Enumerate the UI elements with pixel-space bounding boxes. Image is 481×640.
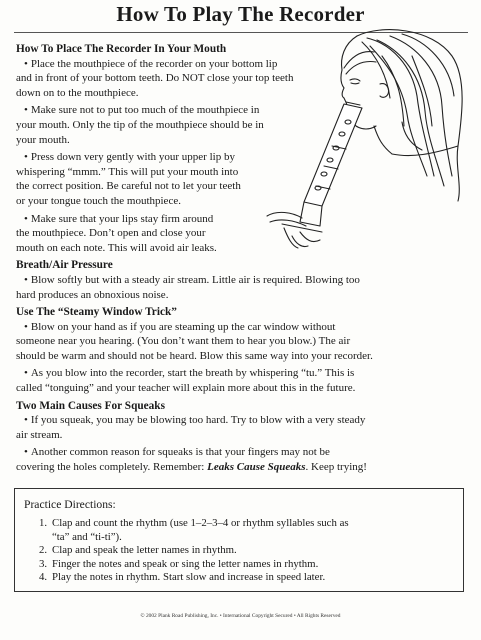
item-number: 4. bbox=[39, 571, 48, 584]
text-line: down on to the mouthpiece. bbox=[16, 86, 139, 99]
section-breath bbox=[16, 258, 468, 302]
text-line: . Keep trying! bbox=[305, 461, 367, 474]
text-line: Make sure not to put too much of the mouthpiece in bbox=[30, 104, 260, 117]
practice-title: Practice Directions: bbox=[24, 498, 116, 511]
paragraph bbox=[16, 366, 468, 395]
text-line: Another common reason for squeaks is that your fingers may not be bbox=[30, 446, 330, 459]
text-line: Press down very gently with your upper lip by bbox=[30, 151, 235, 164]
practice-item bbox=[39, 571, 439, 585]
text-line: If you squeak, you may be blowing too hard. Try to blow with a very steady bbox=[30, 414, 366, 427]
paragraph bbox=[16, 103, 468, 147]
bullet: • bbox=[24, 151, 28, 164]
item-text: Finger the notes and speak or sing the letter names in rhythm. bbox=[52, 557, 319, 570]
practice-item bbox=[39, 544, 439, 558]
text-line: Place the mouthpiece of the recorder on your bottom lip bbox=[30, 57, 278, 70]
section-heading: Use The “Steamy Window Trick” bbox=[16, 306, 177, 319]
text-line: Blow softly but with a steady air stream. Little air is required. Blowing too bbox=[30, 273, 360, 286]
paragraph bbox=[16, 445, 468, 474]
text-line: the correct position. Be careful not to let your teeth bbox=[16, 180, 241, 193]
bullet: • bbox=[24, 212, 28, 225]
text-line: As you blow into the recorder, start the breath by whispering “tu.” This is bbox=[30, 367, 355, 380]
paragraph bbox=[16, 57, 468, 101]
section-steamy-window bbox=[16, 305, 468, 396]
practice-item bbox=[39, 517, 439, 544]
text-line: or your tongue touch the mouthpiece. bbox=[16, 194, 181, 207]
section-heading: Two Main Causes For Squeaks bbox=[16, 399, 165, 412]
practice-directions-box bbox=[14, 488, 464, 592]
bullet: • bbox=[24, 414, 28, 427]
practice-item bbox=[39, 558, 439, 572]
text-line: your mouth. bbox=[16, 133, 70, 146]
text-line: Make sure that your lips stay firm around bbox=[30, 212, 214, 225]
text-line: your mouth. Only the tip of the mouthpiece should be in bbox=[16, 118, 264, 131]
item-text-continued: “ta” and “ti-ti”). bbox=[52, 530, 122, 543]
bullet: • bbox=[24, 367, 28, 380]
paragraph bbox=[16, 212, 468, 256]
section-squeaks bbox=[16, 399, 468, 475]
section-heading: How To Place The Recorder In Your Mouth bbox=[16, 43, 227, 55]
text-line: called “tonguing” and your teacher will explain more about this in the future. bbox=[16, 382, 356, 395]
bullet: • bbox=[24, 57, 28, 70]
paragraph bbox=[16, 413, 468, 442]
text-line: should be warm and should not be heard. Blow this same way into your recorder. bbox=[16, 349, 373, 362]
text-line: Blow on your hand as if you are steaming up the car window without bbox=[30, 320, 336, 333]
text-line: mouth on each note. This will avoid air leaks. bbox=[16, 241, 217, 254]
item-number: 2. bbox=[39, 544, 48, 557]
bullet: • bbox=[24, 273, 28, 286]
bullet: • bbox=[24, 320, 28, 333]
page-title: How To Play The Recorder bbox=[116, 2, 365, 26]
emphasis-text: Leaks Cause Squeaks bbox=[207, 461, 306, 474]
paragraph bbox=[16, 320, 468, 364]
text-line: covering the holes completely. Remember: bbox=[16, 461, 208, 474]
bullet: • bbox=[24, 446, 28, 459]
item-number: 3. bbox=[39, 557, 48, 570]
text-line: air stream. bbox=[16, 428, 63, 441]
text-line: whispering “mmm.” This will put your mouth into bbox=[16, 165, 239, 178]
paragraph bbox=[16, 273, 468, 302]
bullet: • bbox=[24, 104, 28, 117]
text-line: someone near you hearing. (You don’t want them to hear you blow.) The air bbox=[16, 335, 351, 348]
text-line: the mouthpiece. Don’t open and close your bbox=[16, 227, 206, 240]
section-heading: Breath/Air Pressure bbox=[16, 259, 113, 272]
text-line: hard produces an obnoxious noise. bbox=[16, 288, 169, 301]
practice-list bbox=[39, 517, 439, 585]
text-line: and in front of your bottom teeth. Do NOT close your top teeth bbox=[16, 72, 294, 85]
copyright-footer: © 2002 Plank Road Publishing, Inc. • International Copyright Secured • All Rights Reserved bbox=[140, 613, 341, 619]
item-text: Clap and speak the letter names in rhythm. bbox=[52, 544, 237, 557]
item-number: 1. bbox=[39, 517, 48, 529]
item-text: Play the notes in rhythm. Start slow and increase in speed later. bbox=[52, 571, 326, 584]
paragraph bbox=[16, 150, 468, 208]
item-text: Clap and count the rhythm (use 1–2–3–4 or rhythm syllables such as bbox=[52, 517, 349, 529]
section-placing bbox=[16, 42, 468, 255]
instructions-body bbox=[16, 42, 468, 478]
